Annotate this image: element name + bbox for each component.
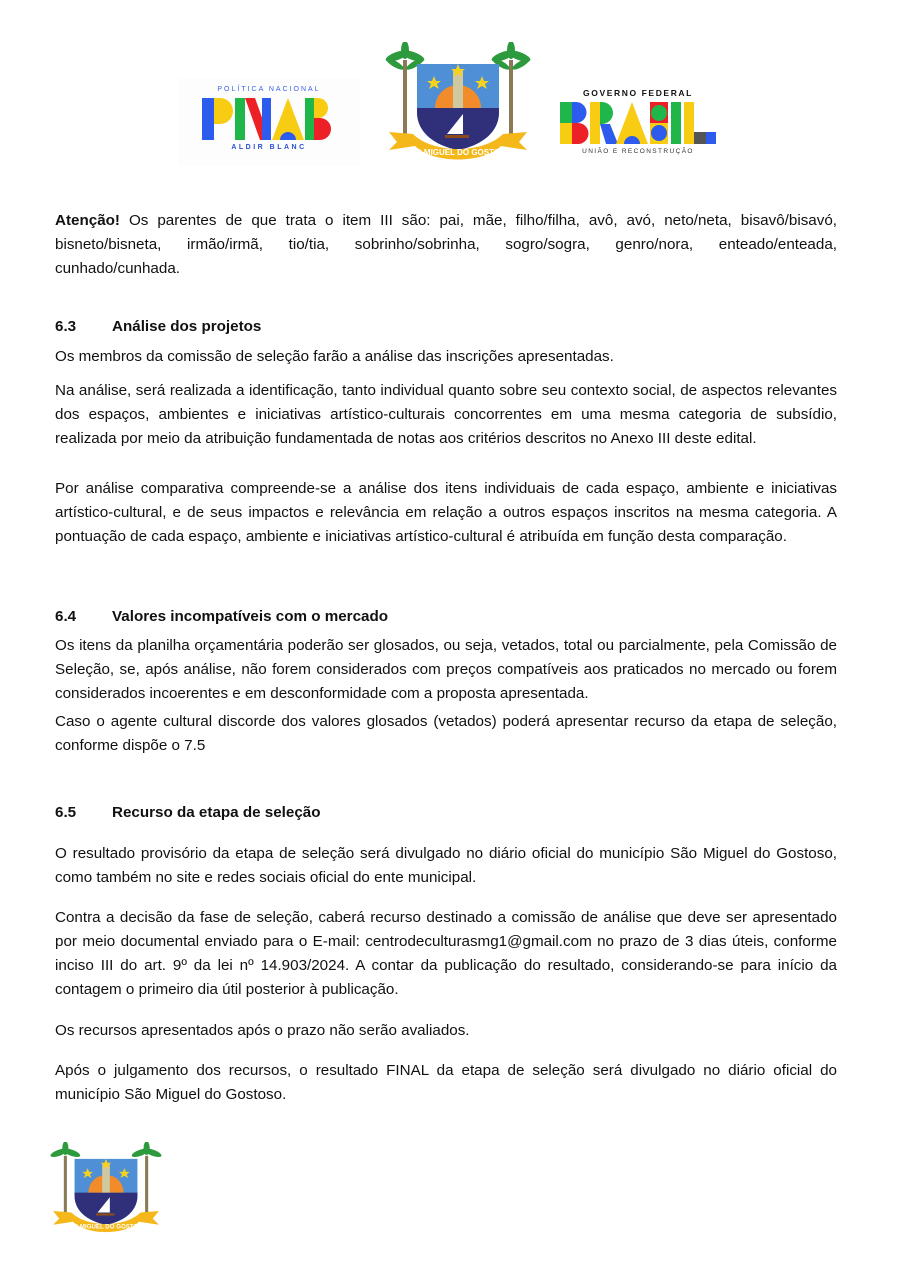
footer-crest-logo <box>48 1142 164 1234</box>
section-title: Valores incompatíveis com o mercado <box>112 608 389 625</box>
section-6-3-p3 <box>55 477 837 549</box>
paragraph: Na análise, será realizada a identificação, tanto individual quanto sobre seu contexto social, de aspectos relevantes dos espaços, ambientes e iniciativas artístico-culturais concorrentes em uma mesma categoria de subsídio, realizada por meio da atribuição fundamentada de notas aos critérios descritos no Anexo III deste edital. <box>55 382 837 447</box>
pnab-top-text: POLÍTICA NACIONAL <box>217 86 321 93</box>
pnab-logo <box>178 78 360 166</box>
crest-ribbon-text: SÃO MIGUEL DO GOSTOSO <box>404 148 512 157</box>
paragraph: Os membros da comissão de seleção farão a análise das inscrições apresentadas. <box>55 348 614 365</box>
section-number: 6.5 <box>55 804 77 821</box>
section-6-3-p2 <box>55 379 837 451</box>
pnab-mark-icon <box>202 98 336 140</box>
crest-emblem-icon <box>48 1142 164 1234</box>
section-6-5-p4 <box>55 1059 837 1107</box>
section-6-4-p2 <box>55 710 837 758</box>
section-6-5-p3 <box>55 1019 837 1043</box>
brasil-mark-icon <box>560 102 716 144</box>
governo-federal-text: GOVERNO FEDERAL <box>583 88 693 98</box>
section-6-5-p2 <box>55 906 837 1002</box>
governo-federal-logo <box>558 84 718 164</box>
paragraph: O resultado provisório da etapa de seleção será divulgado no diário oficial do município São Miguel do Gostoso, como também no site e redes sociais oficial do ente municipal. <box>55 845 837 886</box>
paragraph: Os itens da planilha orçamentária poderão ser glosados, ou seja, vetados, total ou parcialmente, pela Comissão de Seleção, se, após análise, não forem considerados com preços compatíveis aos praticados no mercado ou forem considerados incoerentes e em desconformidade com a proposta apresentada. <box>55 637 837 702</box>
section-heading-6-4 <box>55 605 388 629</box>
section-6-3-p1 <box>55 345 837 369</box>
section-6-5-p1 <box>55 842 837 890</box>
paragraph: Após o julgamento dos recursos, o resultado FINAL da etapa de seleção será divulgado no diário oficial do município São Miguel do Gostoso. <box>55 1062 837 1103</box>
section-number: 6.3 <box>55 318 77 335</box>
paragraph: Os recursos apresentados após o prazo não serão avaliados. <box>55 1022 470 1039</box>
uniao-reconstrucao-text: UNIÃO E RECONSTRUÇÃO <box>582 148 694 155</box>
pnab-bottom-text: ALDIR BLANC <box>231 144 307 151</box>
section-title: Análise dos projetos <box>112 318 262 335</box>
section-heading-6-3 <box>55 315 261 339</box>
paragraph: Por análise comparativa compreende-se a análise dos itens individuais de cada espaço, ambiente e iniciativas artístico-cultural, e de seus impactos e relevância em relação a outros espaços inscritos na mesma categoria. A pontuação de cada espaço, ambiente e iniciativas artístico-cultural é atribuída em função desta comparação. <box>55 480 837 545</box>
paragraph: Caso o agente cultural discorde dos valores glosados (vetados) poderá apresentar recurso da etapa de seleção, conforme dispõe o 7.5 <box>55 713 837 754</box>
attention-text: Os parentes de que trata o item III são: pai, mãe, filho/filha, avô, avó, neto/neta, bisavô/bisavó, bisneto/bisneta, irmão/irmã, tio/tia, sobrinho/sobrinha, sogro/sogra, genro/nora, enteado/enteada, cunhado/cunhada. <box>55 212 837 277</box>
sao-miguel-crest-logo <box>383 42 533 162</box>
crest-emblem-icon <box>383 42 533 162</box>
svg-text:SÃO MIGUEL DO GOSTOSO: SÃO MIGUEL DO GOSTOSO <box>64 1223 148 1231</box>
section-title: Recurso da etapa de seleção <box>112 804 321 821</box>
paragraph: Contra a decisão da fase de seleção, caberá recurso destinado a comissão de análise que deve ser apresentado por meio documental enviado para o E-mail: centrodeculturasmg1@gmail.com no prazo de 3 dias úteis, conforme inciso III do art. 9º da lei nº 14.903/2024. A contar da publicação do resultado, considerando-se para início da contagem o primeiro dia útil posterior à publicação. <box>55 909 837 998</box>
attention-lead: Atenção! <box>55 212 120 229</box>
attention-paragraph <box>55 209 837 281</box>
section-number: 6.4 <box>55 608 77 625</box>
section-heading-6-5 <box>55 801 321 825</box>
section-6-4-p1 <box>55 634 837 706</box>
